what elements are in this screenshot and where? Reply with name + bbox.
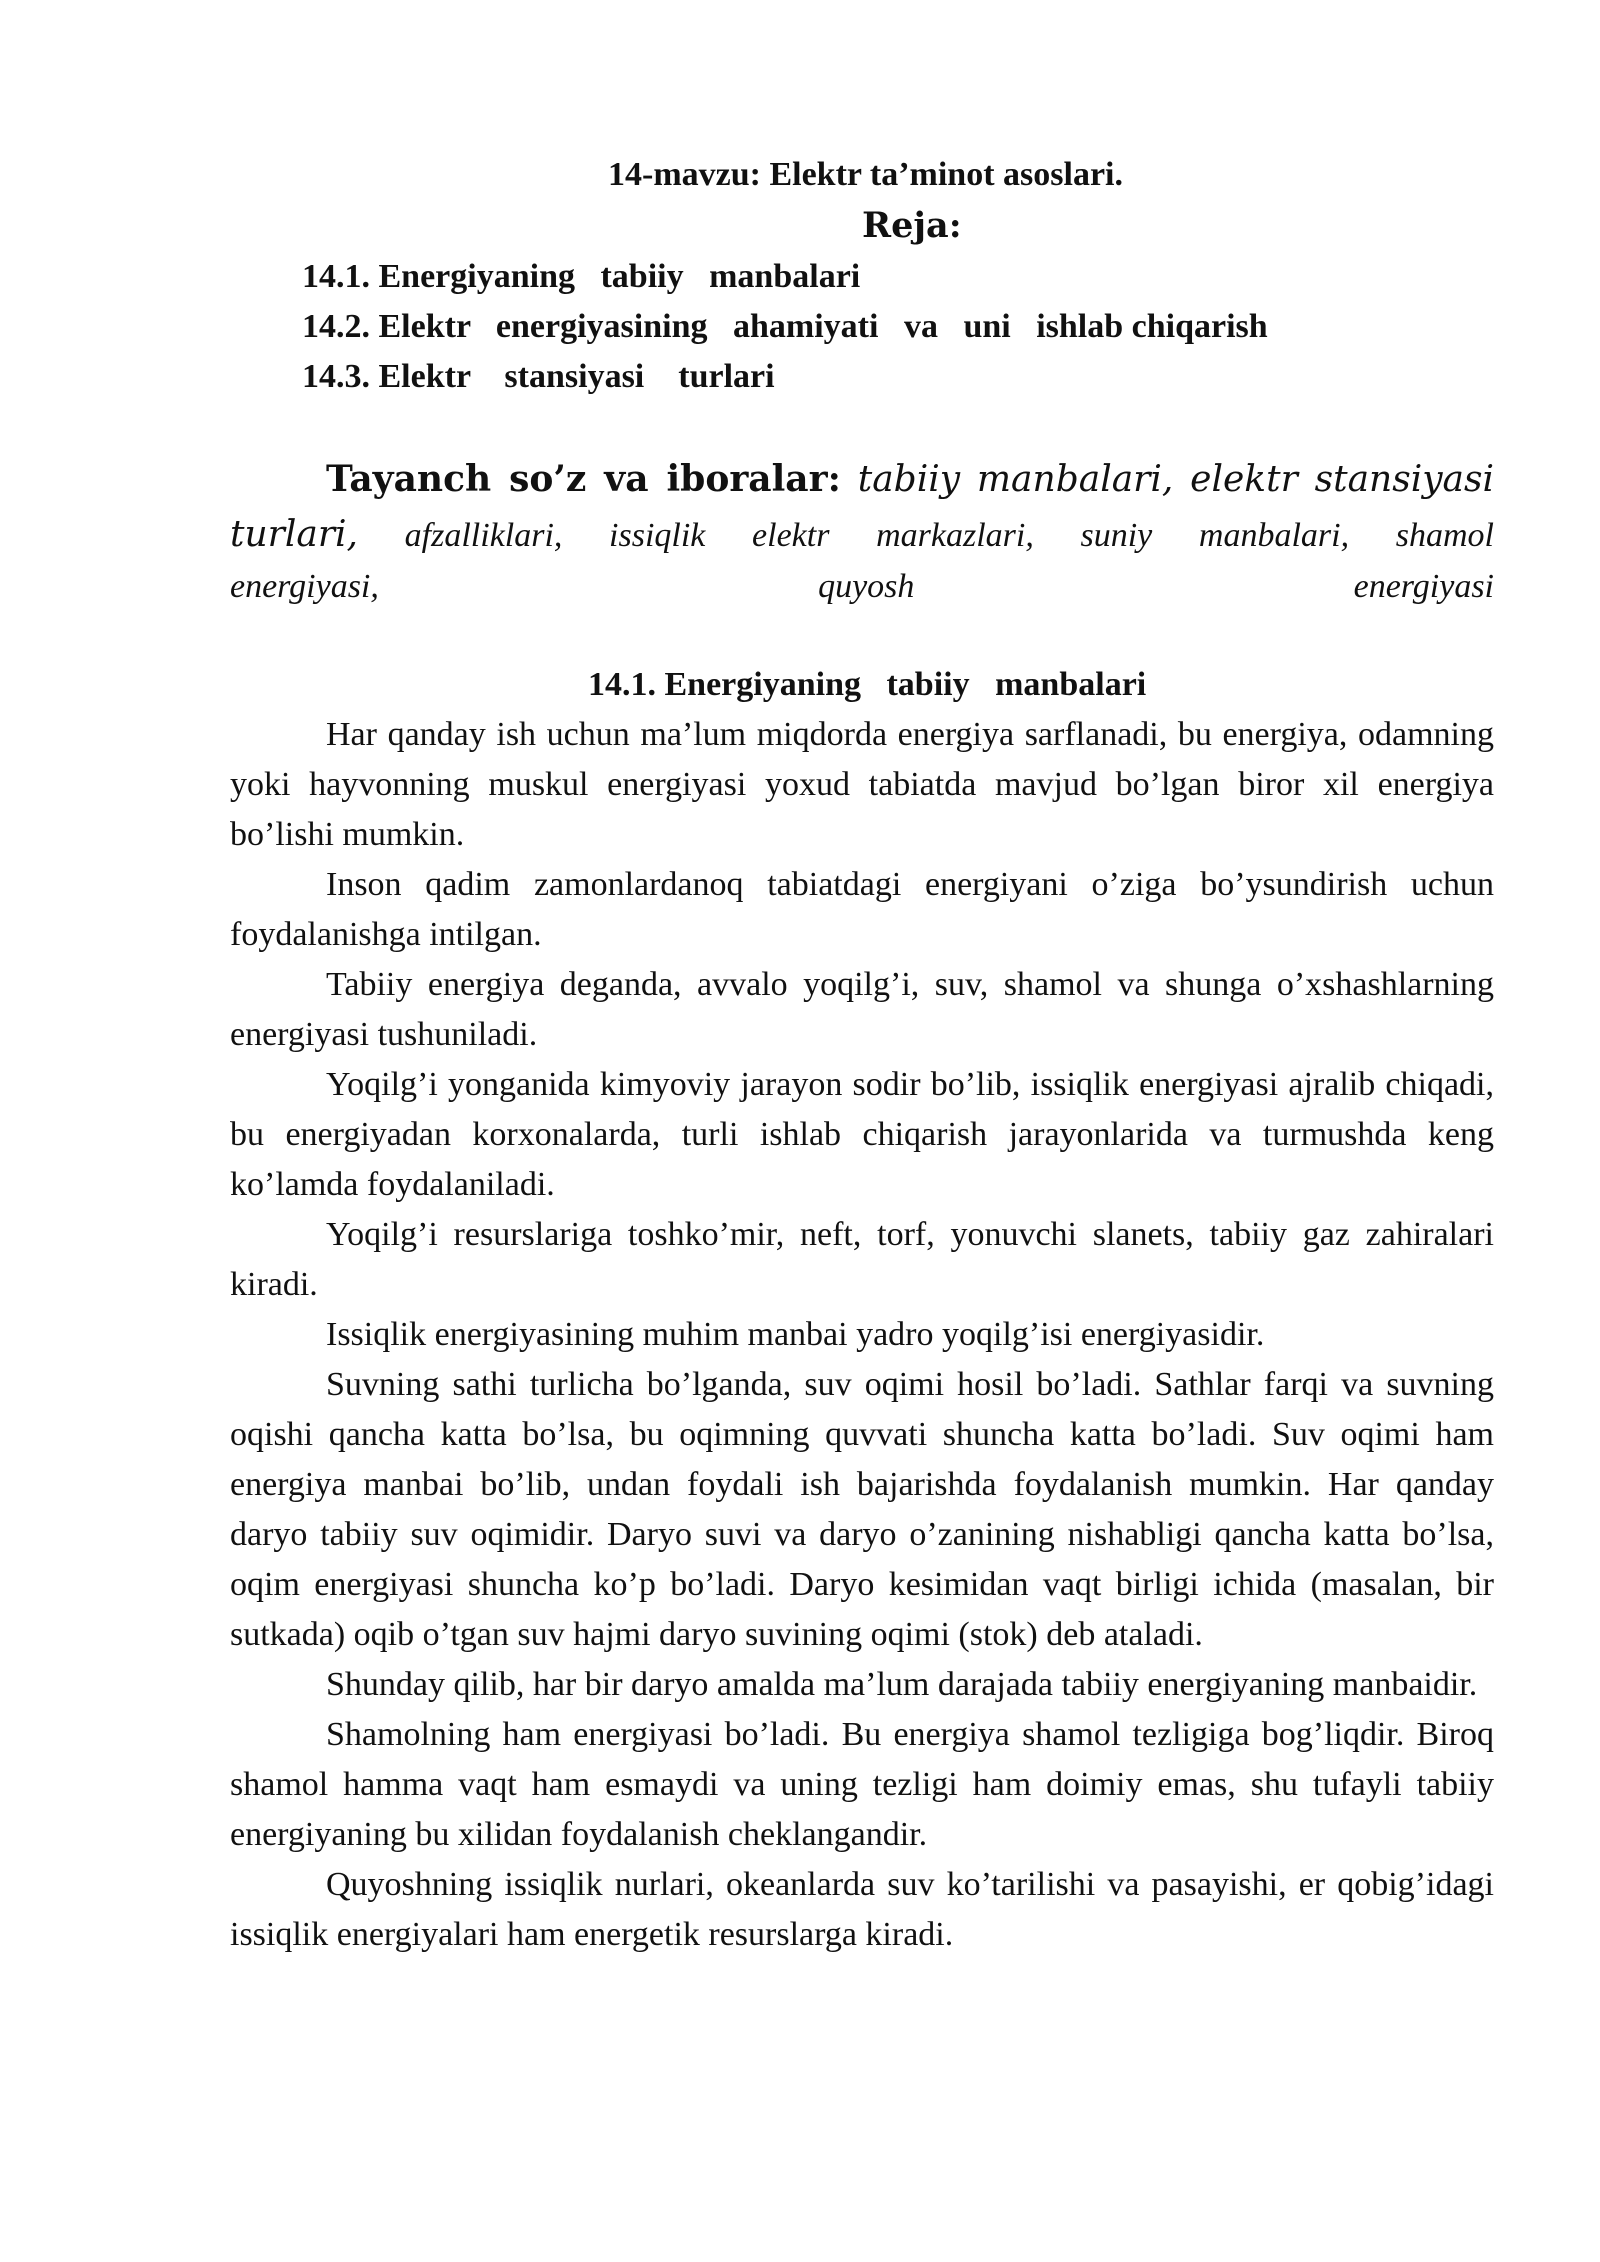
paragraph: Tabiiy energiya deganda, avvalo yoqilg’i, suv, shamol va shunga o’xshashlarning energiyasi tushuniladi.	[230, 966, 1494, 1053]
paragraph: Inson qadim zamonlardanoq tabiatdagi energiyani o’ziga bo’ysundirish uchun foydalanishga intilgan.	[230, 866, 1494, 953]
plan-item: 14.2. Elektr energiyasining ahamiyati va uni ishlab chiqarish	[302, 308, 1268, 345]
keywords-terms: afzalliklari, issiqlik elektr markazlari, suniy manbalari, shamol	[358, 517, 1494, 554]
paragraph: Quyoshning issiqlik nurlari, okeanlarda suv ko’tarilishi va pasayishi, er qobig’idagi issiqlik energiyalari ham energetik resurslarga kiradi.	[230, 1866, 1494, 1953]
paragraph: Yoqilg’i resurslariga toshko’mir, neft, torf, yonuvchi slanets, tabiiy gaz zahiralari kiradi.	[230, 1216, 1494, 1303]
topic-title: 14-mavzu: Elektr ta’minot asoslari.	[608, 156, 1123, 193]
keywords-line: energiyasi, quyosh energiyasi	[230, 568, 1494, 605]
paragraph: Issiqlik energiyasining muhim manbai yadro yoqilg’isi energiyasidir.	[326, 1316, 1265, 1353]
keywords-line	[230, 450, 1494, 509]
paragraph: Shunday qilib, har bir daryo amalda ma’lum darajada tabiiy energiyaning manbaidir.	[326, 1666, 1478, 1703]
keywords-terms: tabiiy manbalari, elektr stansiyasi	[840, 459, 1495, 500]
section-heading: 14.1. Energiyaning tabiiy manbalari	[588, 666, 1147, 703]
paragraph: Har qanday ish uchun ma’lum miqdorda energiya sarflanadi, bu energiya, odamning yoki hayvonning muskul energiyasi yoxud tabiatda mavjud bo’lgan biror xil energiya bo’lishi mumkin.	[230, 716, 1494, 853]
keywords-line	[230, 509, 1494, 562]
plan-item: 14.3. Elektr stansiyasi turlari	[302, 358, 775, 395]
keywords-label: Tayanch so’z va iboralar:	[326, 458, 841, 500]
keywords-block	[230, 450, 1494, 612]
plan-heading: Reja:	[862, 205, 962, 246]
paragraph: Yoqilg’i yonganida kimyoviy jarayon sodir bo’lib, issiqlik energiyasi ajralib chiqadi, bu energiyadan korxonalarda, turli ishlab chiqarish jarayonlarida va turmushda keng ko’lamda foydalaniladi.	[230, 1066, 1494, 1203]
plan-item: 14.1. Energiyaning tabiiy manbalari	[302, 258, 861, 295]
paragraph: Suvning sathi turlicha bo’lganda, suv oqimi hosil bo’ladi. Sathlar farqi va suvning oqishi qancha katta bo’lsa, bu oqimning quvvati shuncha katta bo’ladi. Suv oqimi ham energiya manbai bo’lib, undan foydali ish bajarishda foydalanish mumkin. Har qanday daryo tabiiy suv oqimidir. Daryo suvi va daryo o’zanining nishabligi qancha katta bo’lsa, oqim energiyasi shuncha ko’p bo’ladi. Daryo kesimidan vaqt birligi ichida (masalan, bir sutkada) oqib o’tgan suv hajmi daryo suvining oqimi (stok) deb ataladi.	[230, 1366, 1494, 1653]
document-page	[230, 150, 1494, 1960]
plan-list	[302, 252, 1494, 402]
paragraph: Shamolning ham energiyasi bo’ladi. Bu energiya shamol tezligiga bog’liqdir. Biroq shamol hamma vaqt ham esmaydi va uning tezligi ham doimiy emas, shu tufayli tabiiy energiyaning bu xilidan foydalanish cheklangandir.	[230, 1716, 1494, 1853]
keywords-terms: turlari,	[230, 514, 359, 555]
